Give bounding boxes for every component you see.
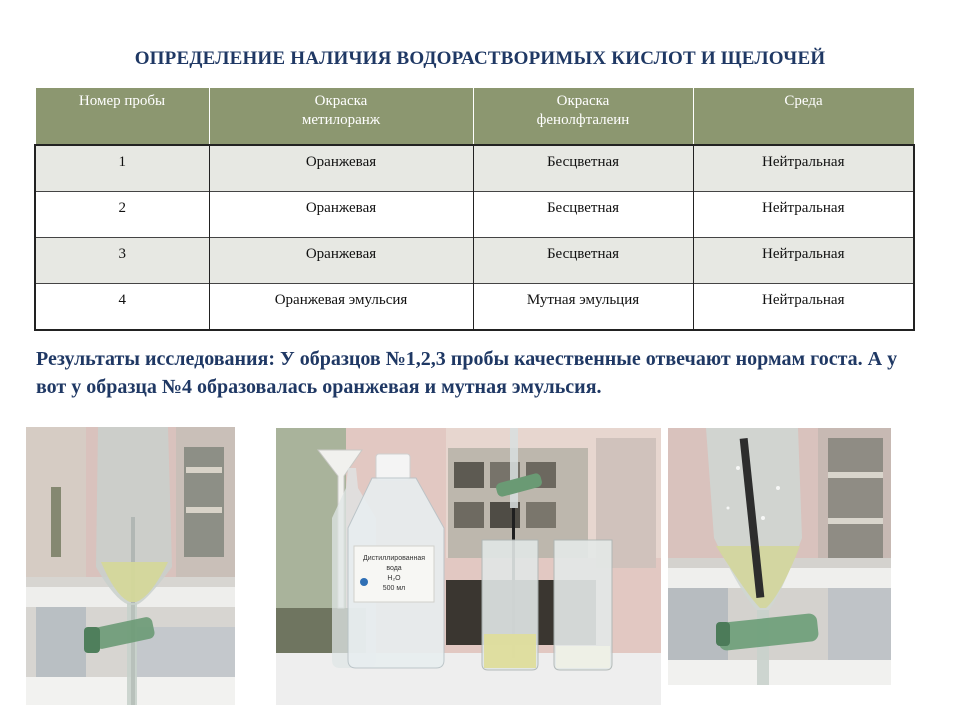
- cell-phenol: Бесцветная: [473, 145, 693, 192]
- cell-phenol: Мутная эмульция: [473, 284, 693, 331]
- photo-separatory-funnel: [26, 427, 235, 705]
- header-medium: Среда: [693, 88, 914, 146]
- table-row: [35, 192, 914, 238]
- table-row: [35, 284, 914, 331]
- cell-sample: 4: [35, 284, 209, 331]
- results-table: [34, 87, 915, 331]
- table-row: [35, 145, 914, 192]
- table-header-row: [35, 88, 914, 146]
- bottle-label-line2: вода: [386, 565, 402, 572]
- bottle-label-line4: 500 мл: [382, 585, 406, 592]
- cell-phenol: Бесцветная: [473, 238, 693, 284]
- cell-sample: 3: [35, 238, 209, 284]
- header-sample-number: Номер пробы: [35, 88, 209, 146]
- cell-methyl: Оранжевая: [209, 192, 473, 238]
- photo-funnel-closeup: [668, 428, 891, 685]
- results-paragraph: Результаты исследования: У образцов №1,2,3 пробы качественные отвечают нормам госта. А у вот у образца №4 образовалась оранжевая и мутная эмульсия.: [36, 348, 898, 398]
- cell-medium: Нейтральная: [693, 284, 914, 331]
- bottle-label-line1: Дистиллированная: [362, 555, 426, 562]
- cell-sample: 1: [35, 145, 209, 192]
- cell-methyl: Оранжевая эмульсия: [209, 284, 473, 331]
- cell-sample: 2: [35, 192, 209, 238]
- photo-bottle-and-beakers: [276, 428, 661, 705]
- bottle-label-line3: H₂O: [387, 575, 401, 582]
- cell-phenol: Бесцветная: [473, 192, 693, 238]
- cell-methyl: Оранжевая: [209, 238, 473, 284]
- cell-medium: Нейтральная: [693, 192, 914, 238]
- slide-title: ОПРЕДЕЛЕНИЕ НАЛИЧИЯ ВОДОРАСТВОРИМЫХ КИСЛОТ И ЩЕЛОЧЕЙ: [134, 48, 826, 69]
- header-methyl-orange: Окраска метилоранж: [209, 88, 473, 146]
- cell-methyl: Оранжевая: [209, 145, 473, 192]
- cell-medium: Нейтральная: [693, 145, 914, 192]
- header-phenolphthalein: Окраска фенолфталеин: [473, 88, 693, 146]
- table-row: [35, 238, 914, 284]
- cell-medium: Нейтральная: [693, 238, 914, 284]
